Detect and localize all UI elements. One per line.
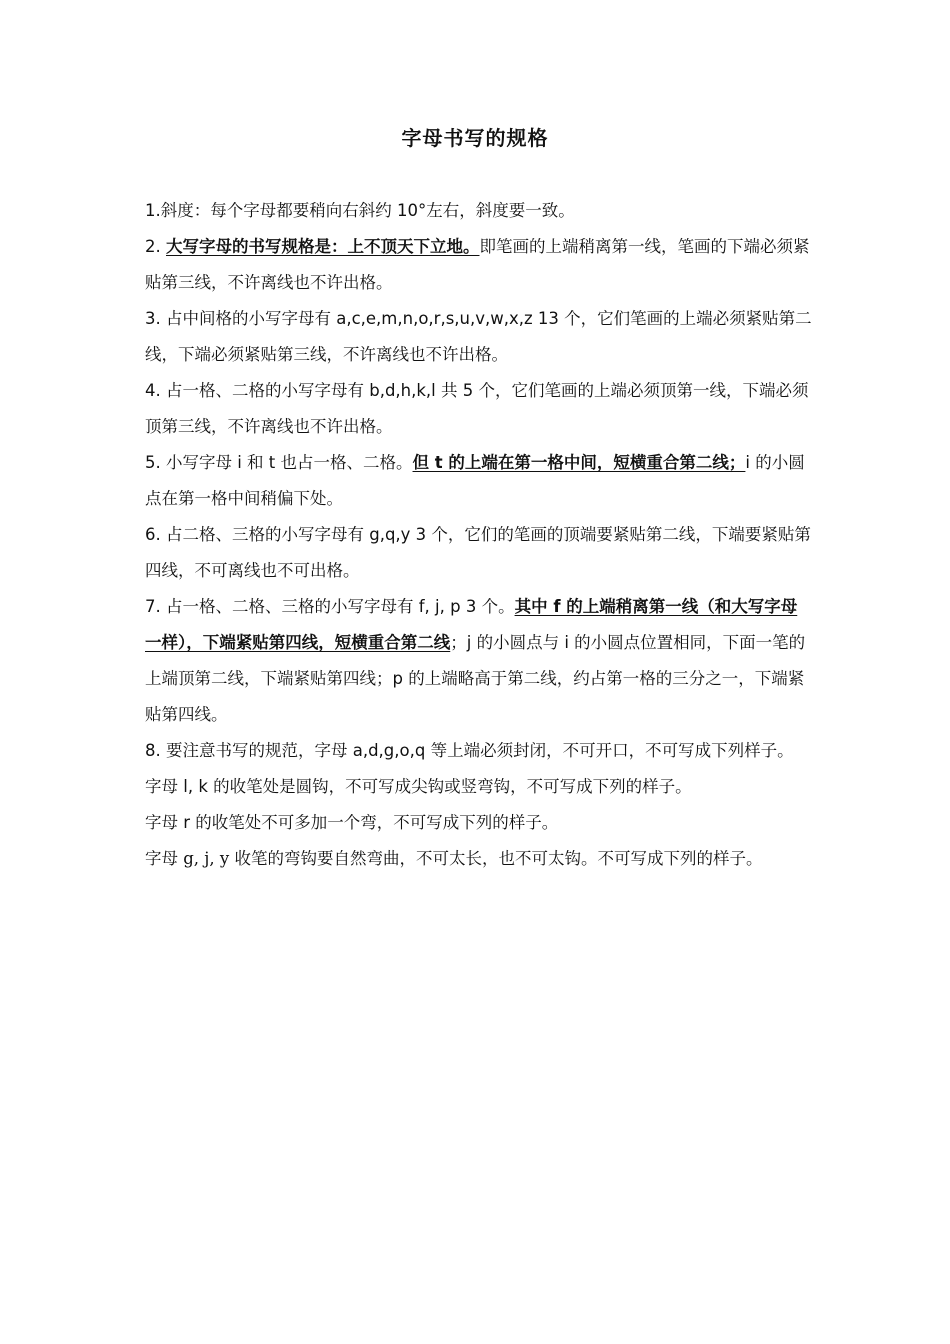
paragraph-10: 字母 r 的收笔处不可多加一个弯，不可写成下列的样子。 bbox=[145, 813, 559, 832]
paragraph-5-intro: 5. 小写字母 i 和 t 也占一格、二格。 bbox=[145, 453, 413, 472]
paragraph-11-intro: 字母 bbox=[145, 849, 184, 868]
paragraph-2 bbox=[145, 229, 813, 301]
paragraph-5-emphasis: 但 t 的上端在第一格中间，短横重合第二线； bbox=[412, 453, 746, 472]
paragraph-11 bbox=[145, 841, 813, 877]
paragraph-3: 3. 占中间格的小写字母有 a,c,e,m,n,o,r,s,u,v,w,x,z 13 个，它们笔画的上端必须紧贴第二线，下端必须紧贴第三线，不许离线也不许出格。 bbox=[145, 309, 812, 364]
document-body bbox=[145, 193, 813, 877]
paragraph-6: 6. 占二格、三格的小写字母有 g,q,y 3 个，它们的笔画的顶端要紧贴第二线，下端要紧贴第四线，不可离线也不可出格。 bbox=[145, 525, 811, 580]
paragraph-2-emphasis: 大写字母的书写规格是：上不顶天下立地。 bbox=[166, 237, 480, 256]
paragraph-4: 4. 占一格、二格的小写字母有 b,d,h,k,l 共 5 个，它们笔画的上端必须顶第一线，下端必须顶第三线，不许离线也不许出格。 bbox=[145, 381, 809, 436]
paragraph-5 bbox=[145, 445, 813, 517]
paragraph-5-text: i 的小圆点在第一格中间稍偏下处。 bbox=[145, 453, 805, 508]
paragraph-7-emphasis: 其中 f 的上端稍离第一线（和大写字母一样），下端紧贴第四线，短横重合第二线 bbox=[145, 597, 798, 652]
paragraph-11-letters: g, j, y bbox=[183, 849, 230, 868]
page-title: 字母书写的规格 bbox=[401, 126, 549, 150]
paragraph-7 bbox=[145, 589, 813, 733]
paragraph-8: 8. 要注意书写的规范，字母 a,d,g,o,q 等上端必须封闭，不可开口，不可写成下列样子。 bbox=[145, 741, 794, 760]
paragraph-9: 字母 l, k 的收笔处是圆钩，不可写成尖钩或竖弯钩，不可写成下列的样子。 bbox=[145, 777, 692, 796]
paragraph-7-text: ；j 的小圆点与 i 的小圆点位置相同，下面一笔的上端顶第二线，下端紧贴第四线；p 的上端略高于第二线，约占第一格的三分之一，下端紧贴第四线。 bbox=[145, 633, 806, 724]
paragraph-11-text: 收笔的弯钩要自然弯曲，不可太长，也不可太钩。不可写成下列的样子。 bbox=[229, 849, 763, 868]
paragraph-7-intro: 7. 占一格、二格、三格的小写字母有 f, j, p 3 个。 bbox=[145, 597, 515, 616]
paragraph-2-text: 即笔画的上端稍离第一线，笔画的下端必须紧贴第三线，不许离线也不许出格。 bbox=[145, 237, 810, 292]
paragraph-1: 1.斜度：每个字母都要稍向右斜约 10°左右，斜度要一致。 bbox=[145, 201, 575, 220]
paragraph-2-number: 2. bbox=[145, 237, 166, 256]
